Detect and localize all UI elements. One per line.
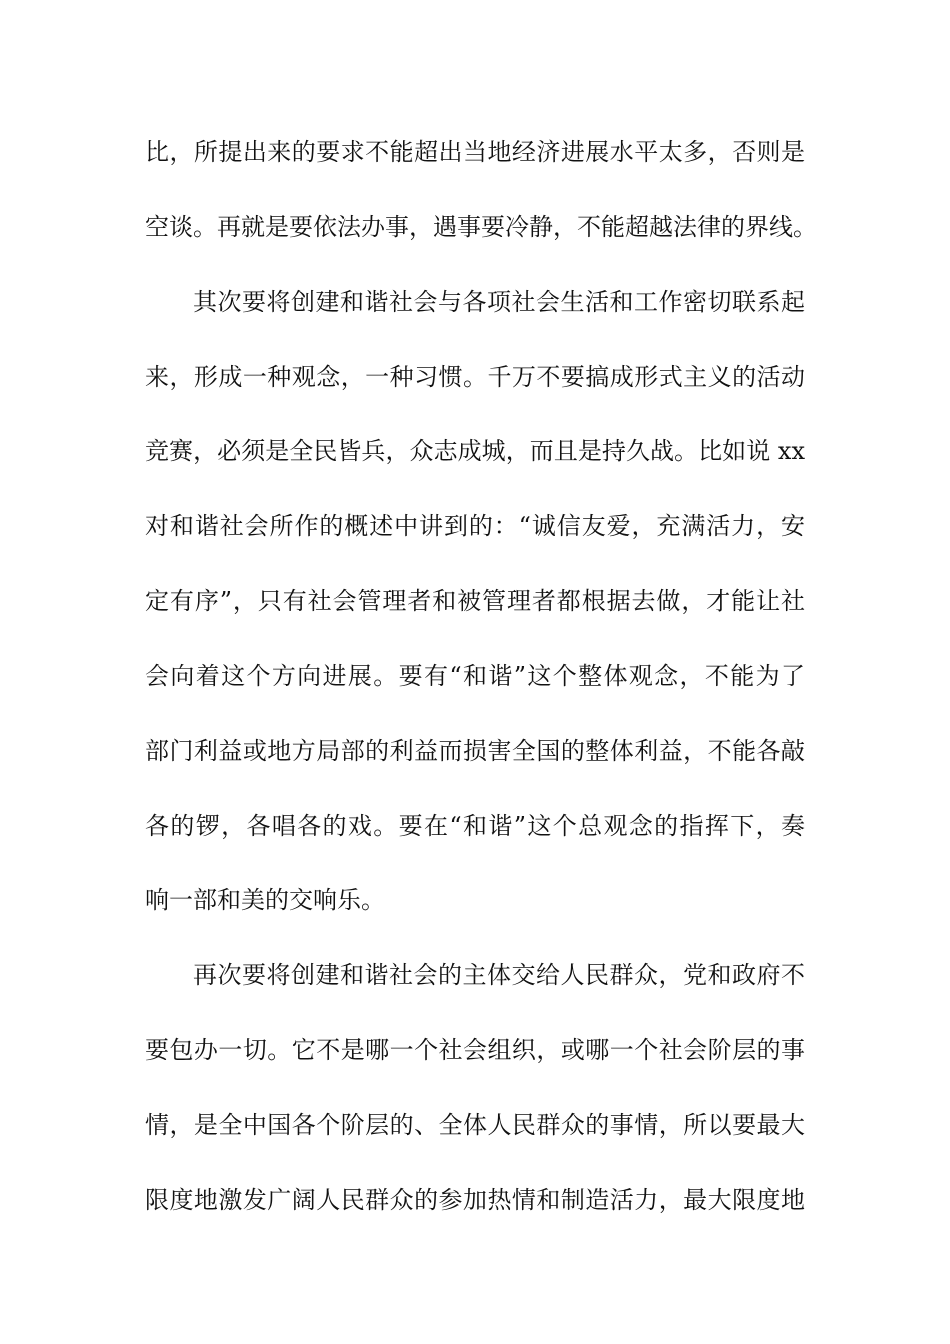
text-line: 比，所提出来的要求不能超出当地经济进展水平太多，否则是: [145, 138, 805, 166]
text-line: 情，是全中国各个阶层的、全体人民群众的事情，所以要最大: [145, 1111, 805, 1139]
text-line: 空谈。再就是要依法办事，遇事要冷静，不能超越法律的界线。: [145, 213, 817, 241]
paragraph-last-line: 响一部和美的交响乐。: [145, 886, 385, 914]
text-line: 各的锣，各唱各的戏。要在“和谐”这个总观念的指挥下，奏: [145, 812, 805, 840]
text-line: 要包办一切。它不是哪一个社会组织，或哪一个社会阶层的事: [145, 1036, 805, 1064]
paragraph-first-line: 其次要将创建和谐社会与各项社会生活和工作密切联系起: [193, 288, 805, 316]
paragraph-first-line: 再次要将创建和谐社会的主体交给人民群众，党和政府不: [193, 961, 805, 989]
text-line: 来，形成一种观念，一种习惯。千万不要搞成形式主义的活动: [145, 363, 805, 391]
text-line: 会向着这个方向进展。要有“和谐”这个整体观念，不能为了: [145, 662, 805, 690]
text-line: 定有序”，只有社会管理者和被管理者都根据去做，才能让社: [145, 587, 805, 615]
text-line: 限度地激发广阔人民群众的参加热情和制造活力，最大限度地: [145, 1186, 805, 1214]
text-line: 竞赛，必须是全民皆兵，众志成城，而且是持久战。比如说 xx: [145, 437, 805, 465]
text-line: 部门利益或地方局部的利益而损害全国的整体利益，不能各敲: [145, 737, 805, 765]
text-line: 对和谐社会所作的概述中讲到的：“诚信友爱，充满活力，安: [145, 512, 805, 540]
